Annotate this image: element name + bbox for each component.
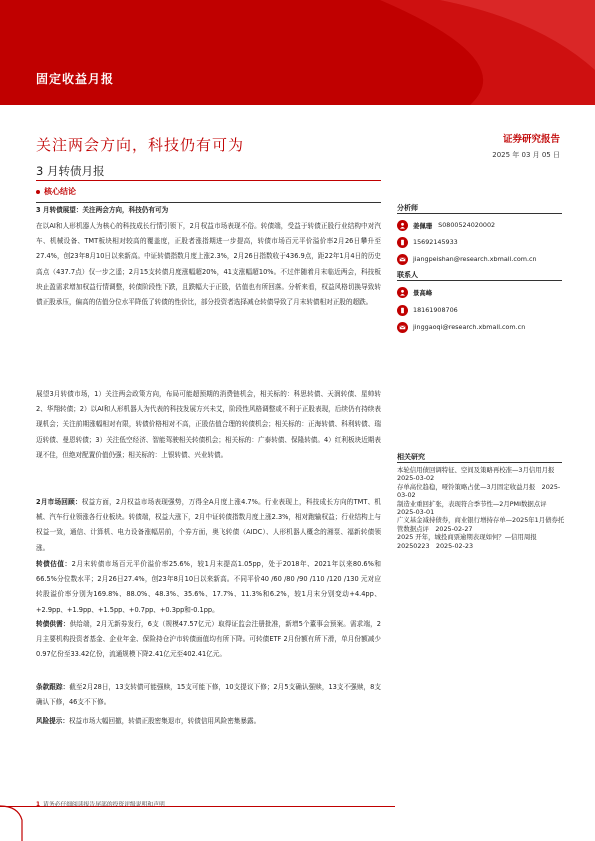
paragraph-text: 2月末转债市场百元平价溢价率25.6%，较1月末提高1.05pp，处于2018年、2021年以来80.6%和66.5%分位数水平；2月26日27.4%，创23年8月10日以来新高。不同平价40 /60 /80 /90 /110 /120 /130 元对应转股溢价率分别为169.8%、88.0%、48.3%、35.6%、17.7%、11.3%和6.2%，较1月末分别变动+4.4pp、+2.9pp、+1.9pp、+1.5pp、+0.7pp、+0.3pp和-0.1pp。 (36, 560, 382, 614)
report-type: 证券研究报告 (502, 134, 560, 145)
contact-phone-row (397, 304, 562, 316)
contact-email[interactable]: jinggaoqi@research.xbmall.com.cn (413, 323, 526, 331)
related-divider (397, 462, 562, 463)
person-icon (397, 220, 408, 231)
paragraph-lead: 3 月转债展望：关注两会方向，科技仍有可为 (36, 206, 169, 214)
analyst-email-row[interactable] (397, 253, 562, 265)
paragraph-supply-demand (36, 617, 381, 663)
analyst-cert: S0800524020002 (438, 221, 496, 229)
analyst-phone-row (397, 236, 562, 248)
page-number: 1 (36, 802, 41, 808)
paragraph-outlook (36, 387, 381, 463)
contact-email-row[interactable] (397, 321, 562, 333)
summary-heading (36, 186, 76, 197)
report-subtitle: 3 月转债月报 (36, 164, 105, 178)
paragraph-intro (36, 219, 381, 310)
report-title: 关注两会方向，科技仍有可为 (36, 136, 245, 154)
footer-note: 请务必仔细阅读报告尾部的投资评级说明和声明 (43, 802, 165, 808)
phone-icon (397, 237, 408, 248)
title-divider (36, 180, 381, 181)
analyst-email[interactable]: jiangpeishan@research.xbmall.com.cn (413, 255, 537, 263)
paragraph-lead: 转债供需： (36, 620, 70, 628)
paragraph-text: 展望3月转债市场，1）关注两会政策方向，布局可能超预期的消费链机会，相关标的：科思转债、天润转债、星帅转2、华翔转债；2）以AI和人形机器人为代表的科技发展方兴未艾，阶段性风格调整或不利于正股表现，后续仍有持续表现机会；关注前期涨幅相对有限，转债价格相对不高，正股估值合理的转债机会；相关标的：正海转债、科利转债、瑞迈转债、曼恩转债；3）关注低空经济、智能驾驶相关转债机会；相关标的：广泰转债、保隆转债。4）红利板块近期表现不佳，但绝对配置价值仍强；相关标的：上银转债、兴业转债。 (36, 390, 381, 459)
banner-title: 固定收益月报 (36, 72, 115, 86)
contact-name-row (397, 286, 562, 298)
related-item[interactable]: 广义基金减持债券，商业银行增持存单—2025年1月债券托管数据点评 2025-02-27 (397, 516, 565, 533)
analyst-name-row (397, 219, 562, 231)
related-item[interactable]: 存单高位趋稳，哑铃策略占优—3月固定收益月报 2025-03-02 (397, 482, 561, 500)
related-label: 相关研究 (397, 453, 425, 461)
email-icon (397, 322, 408, 333)
related-item[interactable]: 本轮信用债回调特征、空间及策略再校准—3月信用月报 2025-03-02 (397, 466, 561, 483)
analyst-phone: 15692145933 (413, 238, 458, 246)
paragraph-lead: 条款跟踪： (36, 683, 70, 691)
related-item[interactable]: 制造业重回扩张，表现符合季节性—2月PMI数据点评 2025-03-01 (397, 499, 553, 517)
paragraph-valuation (36, 557, 381, 618)
paragraph-text: 权益市场大幅回撤，转债正股密集退市，转债信用风险密集暴露。 (68, 717, 261, 725)
analyst-name: 姜佩珊 (413, 221, 433, 230)
paragraph-text: 在以AI和人形机器人为核心的科技成长行情引领下，2月权益市场表现不俗。转债端，受益于转债正股行业结构中对汽车、机械设备、TMT板块相对较高的覆盖度，正股者涨指期进一步提高，转债市场百元平价溢价率2月26日攀升至27.4%，创23年8月10日以来新高。中证转债指数月度上涨2.3%，2月26日指数收于436.9点，距22年1月4日的历史高点（437.7点）仅一步之遥；2月15支转债月度涨幅超20%，41支涨幅超10%。不过伴随着月末临近两会，科技板块止盈需求增加权益行情调整，转债阶段性下跌，且跌幅大于正股，估值也有所回落。分析来看，权益风格切换导致转债正股承压，偏高的估值分位水平降低了转债的性价比，部分投资者选择减仓转债导致了月末转债相对正股的超跌。 (36, 222, 381, 307)
paragraph-clauses (36, 680, 381, 710)
footer-decoration (0, 790, 60, 841)
contact-divider (397, 280, 562, 281)
bullet-icon (36, 190, 40, 194)
report-date: 2025 年 03 月 05 日 (492, 151, 560, 159)
contact-phone: 18161908706 (413, 306, 458, 314)
related-research-list (397, 466, 565, 550)
paragraph-lead: 风险提示： (36, 717, 69, 725)
paragraph-review (36, 495, 381, 556)
summary-heading-label: 核心结论 (44, 187, 76, 196)
related-item[interactable]: 2025 开年，城投商票逾期表现如何？—信用周报 20250223 2025-02-23 (397, 533, 537, 550)
email-icon (397, 254, 408, 265)
paragraph-text: 供给端，2月无新券发行，6支（规模47.57亿元）取得证监会注册批准，新增5个董事会预案。需求端，2月主要机构投资者基金、企业年金、保险持仓沪市转债面值均有所下降。可转债ETF 2月份额有所下滑，单月份额减少0.97亿份至33.42亿份，流通规模下降2.41亿元至402.41亿元。 (36, 620, 382, 659)
contact-name: 景高峰 (413, 288, 433, 297)
banner-decoration (0, 0, 595, 105)
paragraph-outlook-head (36, 203, 381, 218)
analyst-label: 分析师 (397, 204, 418, 212)
paragraph-lead: 转债估值： (36, 560, 72, 568)
footer (36, 799, 165, 808)
phone-icon (397, 305, 408, 316)
contact-label: 联系人 (397, 271, 418, 279)
analyst-divider (397, 213, 562, 214)
paragraph-lead: 2月市场回顾： (36, 498, 82, 506)
person-icon (397, 287, 408, 298)
paragraph-risk (36, 714, 381, 729)
header-banner (0, 0, 595, 105)
paragraph-text: 截至2月28日，13支转债可能强赎，15支可能下修，10支提议下修；2月5支确认强赎，13支不强赎，8支确认下修，46支不下修。 (36, 683, 382, 707)
paragraph-text: 权益方面，2月权益市场表现强势，万得全A月度上涨4.7%。行业表现上，科技成长方向的TMT、机械、汽车行业领涨各行业板块。转债端，权益大涨下，2月中证转债指数月度上涨2.3%，相对跑输权益；行业结构上与权益一致，通信、计算机、电力设备涨幅居前，个券方面，奥飞转债（AIDC）、人形机器人概念的湘泵、福新转债领涨。 (36, 498, 382, 552)
